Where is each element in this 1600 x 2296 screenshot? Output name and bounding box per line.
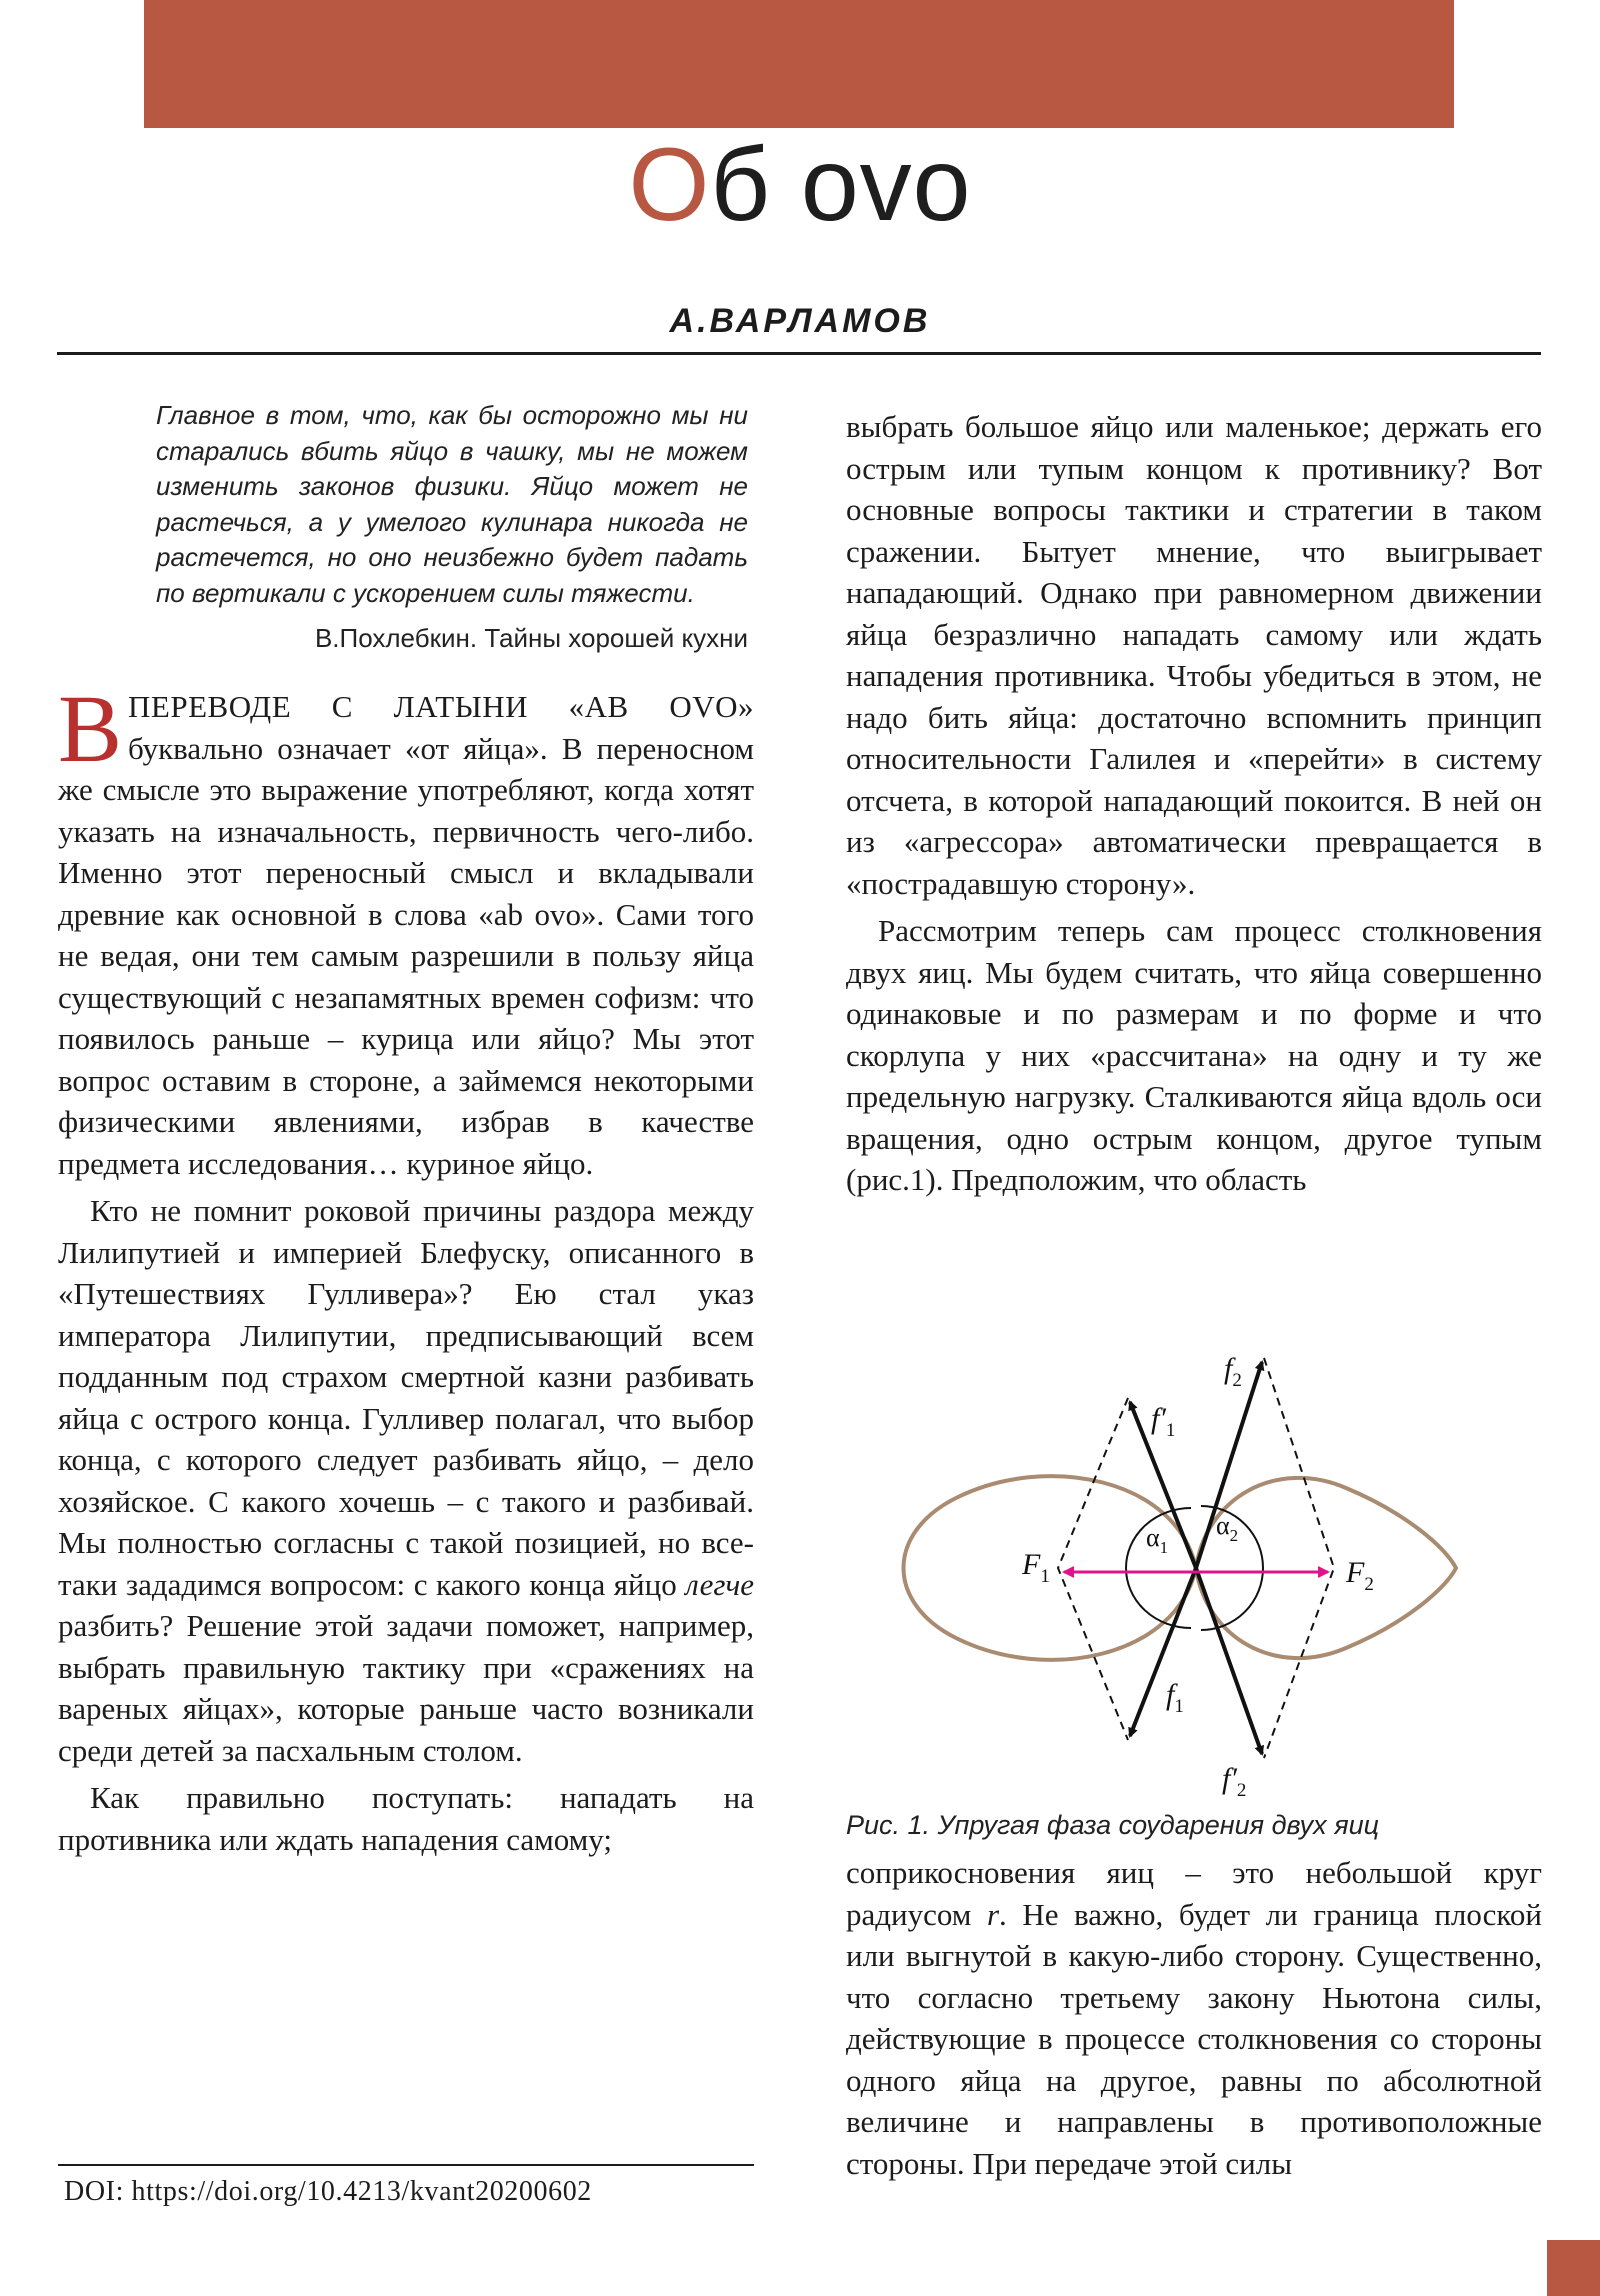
- title-rest: б ovo: [710, 127, 972, 243]
- contact-text-a: соприкосновения яиц – это небольшой круг радиусом: [846, 1855, 1542, 1932]
- right-body-continued: [846, 1852, 1542, 2184]
- epigraph: Главное в том, что, как бы осторожно мы ни старались вбить яйцо в чашку, мы не можем изменить законов физики. Яйцо может не растечься, а у умелого кулинара никогда не растечется, но оно неизбежно будет падать по вертикали с ускорением силы тяжести.: [156, 400, 748, 608]
- paragraph-question: Как правильно поступать: нападать на противника или ждать нападения самому;: [58, 1780, 754, 1857]
- label-F2: $F_2$: [1346, 1556, 1374, 1595]
- dashed-left: [1058, 1398, 1128, 1740]
- gulliver-italic: легче: [685, 1566, 754, 1602]
- label-alpha2: $\alpha_2$: [1216, 1511, 1239, 1545]
- right-body: [846, 406, 1542, 1201]
- contact-variable: r: [986, 1896, 1000, 1932]
- label-f1: $f_1$: [1166, 1678, 1184, 1717]
- dashed-right: [1264, 1358, 1334, 1758]
- author-name: А.ВАРЛАМОВ: [669, 302, 931, 340]
- label-f1-prime: $f'_1$: [1151, 1402, 1176, 1441]
- paragraph-contact: [846, 1852, 1542, 2184]
- figure-caption: Рис. 1. Упругая фаза соударения двух яиц: [846, 1810, 1380, 1840]
- label-alpha1: $\alpha_1$: [1146, 1523, 1169, 1557]
- vector-f2-prime: [1196, 1568, 1262, 1754]
- header-bar: [144, 0, 1454, 128]
- header-divider: [57, 352, 1541, 355]
- right-column: [846, 406, 1542, 1201]
- paragraph-tactics: выбрать большое яйцо или маленькое; держать его острым или тупым концом к противнику? Вот основные вопросы тактики и стратегии в таком сражении. Бытует мнение, что выигрывает нападающий. Однако при равномерном движении яйца безразлично нападать самому или ждать нападения противника. Чтобы убедиться в этом, не надо бить яйца: достаточно вспомнить принцип относительности Галилея и «перейти» в систему отсчета, в которой нападающий покоится. В ней он из «агрессора» автоматически превращается в «пострадавшую сторону».: [846, 409, 1542, 901]
- label-f2: $f_2$: [1224, 1352, 1242, 1391]
- doi-link[interactable]: DOI: https://doi.org/10.4213/kvant20200602: [64, 2176, 592, 2207]
- article-title: [0, 122, 1600, 248]
- page-corner-marker: [1547, 2240, 1600, 2296]
- paragraph-gulliver: [58, 1190, 754, 1771]
- label-F1: $F_1$: [1022, 1548, 1050, 1587]
- intro-caps: ПЕРЕВОДЕ С ЛАТЫНИ «AB OVO»: [128, 689, 754, 724]
- drop-cap: В: [58, 675, 123, 782]
- egg-right: [1196, 1478, 1456, 1658]
- label-f2-prime: $f'_2$: [1222, 1762, 1247, 1801]
- epigraph-source: В.Похлебкин. Тайны хорошей кухни: [314, 623, 748, 653]
- vector-f1: [1130, 1568, 1196, 1736]
- gulliver-text-b: разбить? Решение этой задачи поможет, например, выбрать правильную тактику при «сражениях на вареных яйцах», которые раньше часто возникали среди детей за пасхальным столом.: [58, 1608, 754, 1768]
- left-column: [58, 398, 754, 1860]
- footer-divider: [58, 2164, 754, 2166]
- gulliver-text-a: Кто не помнит роковой причины раздора между Лилипутией и империей Блефуску, описанного в «Путешествиях Гулливера»? Ею стал указ императора Лилипутии, предписывающий всем подданным под страхом смертной казни разбивать яйца с острого конца. Гулливер полагал, что выбор конца, с которого следует разбивать яйцо, – дело хозяйское. С какого хочешь – с такого и разбивай. Мы полностью согласны с такой позицией, но все-таки зададимся вопросом: с какого конца яйцо: [58, 1193, 754, 1602]
- title-accent-letter: О: [628, 127, 711, 243]
- contact-text-b: . Не важно, будет ли граница плоской или выгнутой в какую-либо сторону. Существенно, что согласно третьему закону Ньютона силы, действующие в процессе столкновения со стороны одного яйца на другое, равны по абсолютной величине и направлены в противоположные стороны. При передаче этой силы: [846, 1896, 1542, 2181]
- paragraph-intro: [58, 675, 754, 1184]
- egg-collision-figure: [846, 1348, 1546, 1818]
- intro-text: буквально означает «от яйца». В переносном же смысле это выражение употребляют, когда хотят указать на изначальность, первичность чего-либо. Именно этот переносный смысл и вкладывали древние как основной в слова «ab ovo». Сами того не ведая, они тем самым разрешили в пользу яйца существующий с незапамятных времен софизм: что появилось раньше – курица или яйцо? Мы этот вопрос оставим в стороне, а займемся некоторыми физическими явлениями, избрав в качестве предмета исследования… куриное яйцо.: [58, 730, 754, 1181]
- left-body: [58, 675, 754, 1860]
- paragraph-collision: Рассмотрим теперь сам процесс столкновения двух яиц. Мы будем считать, что яйца совершенно одинаковые и по размерам и по форме и что скорлупа у них «рассчитана» на одну и ту же предельную нагрузку. Сталкиваются яйца вдоль оси вращения, одно острым концом, другое тупым (рис.1). Предположим, что область: [846, 913, 1542, 1197]
